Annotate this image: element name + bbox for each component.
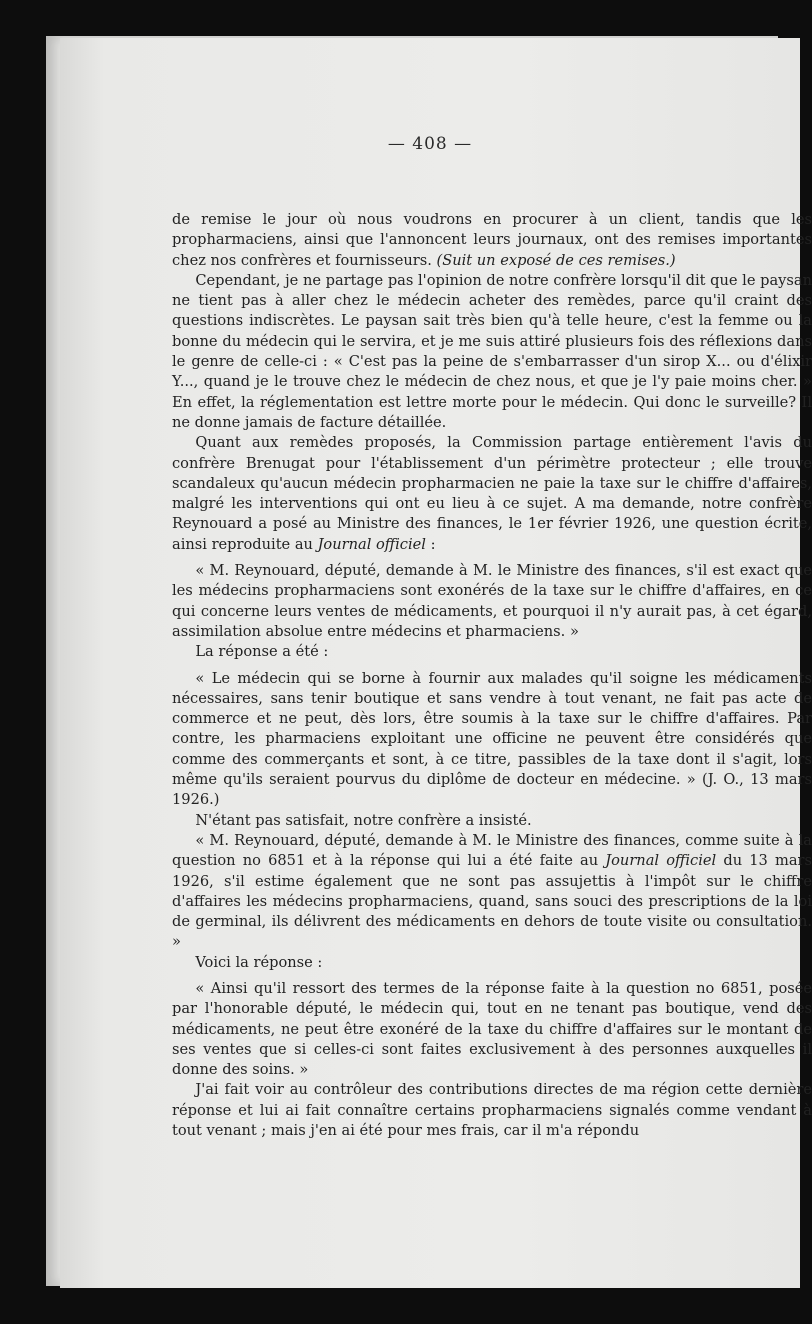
- segment-italic: (Suit un exposé de ces remises.): [436, 251, 676, 269]
- segment: Cependant, je ne partage pas l'opinion de notre confrère lorsqu'il dit que le paysan ne tient pas à aller chez le médecin acheter des remèdes, parce qu'il craint des questions indiscrètes. Le paysan sait très bien qu'à telle heure, c'est la femme ou la bonne du médecin qui le servira, et je me suis attiré plusieurs fois des réflexions dans le genre de celle-ci : « C'est pas la peine de s'embarrasser d'un sirop X... ou d'élixir Y..., quand je le trouve chez le médecin de chez nous, et que je l'y paie moins cher. » En effet, la réglementation est lettre morte pour le médecin. Qui donc le surveille? Il ne donne jamais de facture détaillée.: [172, 271, 812, 431]
- segment: J'ai fait voir au contrôleur des contributions directes de ma région cette dernière réponse et lui ai fait connaître certains propharmaciens signalés comme vendant à tout venant ; mais j'en ai été pour mes frais, car il m'a répondu: [172, 1081, 812, 1140]
- segment: Quant aux remèdes proposés, la Commission partage entièrement l'avis du confrère Brenugat pour l'établissement d'un périmètre protecteur ; elle trouve scandaleux qu'aucun médecin propharmacien ne paie la taxe sur le chiffre d'affaires, malgré les interventions qui ont eu lieu à ce sujet. A ma demande, notre confrère Reynouard a posé au Ministre des finances, le 1er février 1926, une question écrite, ainsi reproduite au: [172, 434, 812, 553]
- paragraph-last: [172, 1080, 812, 1141]
- paragraph-1: [172, 210, 812, 271]
- paragraph-3: [172, 433, 812, 555]
- segment: « M. Reynouard, député, demande à M. le Ministre des finances, comme suite à la question no 6851 et à la réponse qui lui a été faite au: [172, 831, 812, 870]
- segment-italic: Journal officiel: [317, 535, 426, 553]
- paragraph-reponse-intro: [172, 642, 812, 662]
- segment: « M. Reynouard, député, demande à M. le Ministre des finances, s'il est exact que les médecins propharmaciens sont exonérés de la taxe sur le chiffre d'affaires, en ce qui concerne leurs ventes de médicaments, et pourquoi il n'y aurait pas, à cet égard, assimilation absolue entre médecins et pharmaciens. »: [172, 562, 812, 640]
- segment: « Le médecin qui se borne à fournir aux malades qu'il soigne les médicaments nécessaires, sans tenir boutique et sans vendre à tout venant, ne fait pas acte de commerce et ne peut, dès lors, être soumis à la taxe sur le chiffre d'affaires. Par contre, les pharmaciens exploitant une officine ne peuvent être considérés que comme des commerçants et sont, à ce titre, passibles de la taxe dont il s'agit, lors même qu'ils seraient pourvus du diplôme de docteur en médecine. » (J. O., 13 mars 1926.): [172, 669, 812, 809]
- paragraph-2: [172, 271, 812, 433]
- segment: :: [425, 535, 436, 553]
- quote-question-1: [172, 561, 812, 642]
- page-number: — 408 —: [387, 134, 473, 154]
- segment: Voici la réponse :: [195, 953, 323, 971]
- segment: La réponse a été :: [195, 643, 329, 661]
- quote-question-2: [172, 831, 812, 953]
- segment-italic: Journal officiel: [605, 852, 717, 870]
- segment: du 13 mars 1926, s'il estime également que ne sont pas assujettis à l'impôt sur le chiffre d'affaires les médecins propharmaciens, quand, sans souci des prescriptions de la loi de germinal, ils délivrent des médicaments en dehors de toute visite ou consultation. »: [172, 852, 812, 951]
- segment: « Ainsi qu'il ressort des termes de la réponse faite à la question no 6851, posée par l'honorable député, le médecin qui, tout en ne tenant pas boutique, vend des médicaments, ne peut être exonéré de la taxe du chiffre d'affaires sur le montant de ses ventes que si celles-ci sont faites exclusivement à des personnes auxquelles il donne des soins. »: [172, 979, 812, 1079]
- paragraph-insiste: [172, 811, 812, 831]
- quote-reponse-2: [172, 979, 812, 1080]
- segment: de remise le jour où nous voudrons en procurer à un client, tandis que les propharmaciens, ainsi que l'annoncent leurs journaux, ont des remises importantes chez nos confrères et fournisseurs.: [172, 211, 812, 269]
- paragraph-voici: [172, 953, 812, 973]
- page-text: [172, 210, 812, 1141]
- book-page: [60, 38, 812, 1288]
- segment: N'étant pas satisfait, notre confrère a insisté.: [195, 811, 532, 829]
- quote-reponse-1: [172, 669, 812, 811]
